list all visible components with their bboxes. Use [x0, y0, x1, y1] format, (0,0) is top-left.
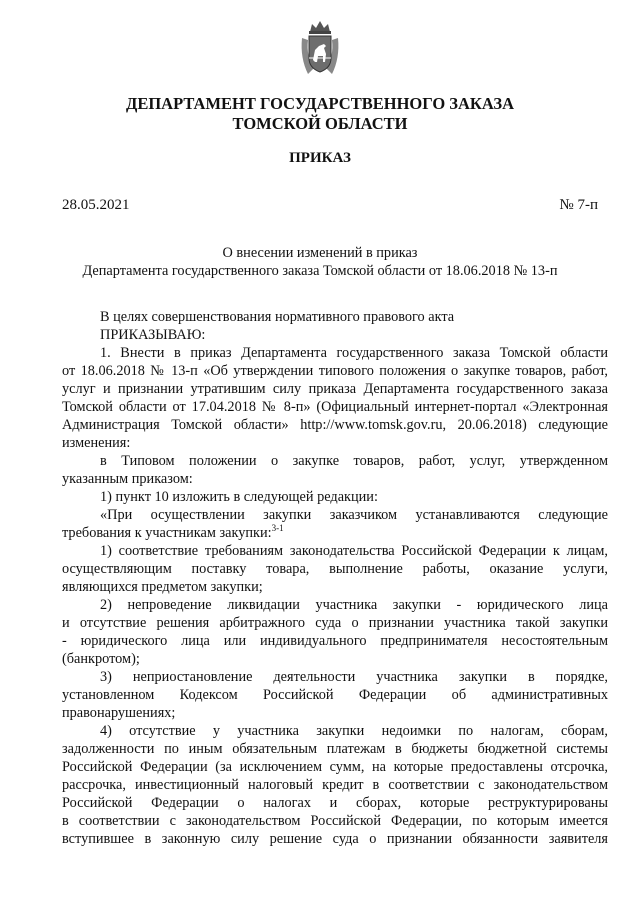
body-line: (банкротом); [62, 651, 140, 667]
body-line: изменения: [62, 435, 131, 451]
order-date: 28.05.2021 [62, 197, 130, 213]
document-type: ПРИКАЗ [289, 150, 351, 166]
department-title-line1: ДЕПАРТАМЕНТ ГОСУДАРСТВЕННОГО ЗАКАЗА [125, 94, 515, 113]
body-line: вступившее в законную силу решение суда о признании обязанности заявителя [62, 831, 608, 847]
footnote-marker: 3-1 [271, 523, 284, 534]
department-title-line2: ТОМСКОЙ ОБЛАСТИ [232, 114, 408, 133]
body-line: требования к участникам закупки:$^{3-1}$ [62, 523, 284, 541]
body-line: задолженности по иным обязательным платежам в бюджеты бюджетной системы [62, 741, 608, 757]
subject-line2: Департамента государственного заказа Томской области от 18.06.2018 № 13-п [82, 263, 558, 279]
body-line: 3) неприостановление деятельности участника закупки в порядке, [100, 669, 608, 685]
body-line: 1) пункт 10 изложить в следующей редакции: [100, 489, 378, 505]
order-number: № 7-п [559, 197, 598, 213]
body-line: Российской Федерации (за исключением сумм, на которые предоставлены отсрочка, [62, 759, 608, 775]
document-body [62, 308, 608, 848]
body-line: установленном Кодексом Российской Федерации об административных [62, 687, 608, 703]
body-line: указанным приказом: [62, 471, 193, 487]
body-line: осуществляющим поставку товара, выполнение работы, оказание услуги, [62, 561, 608, 577]
body-line: Российской Федерации о налогах и сборах, которые реструктурированы [62, 795, 608, 811]
body-line: 4) отсутствие у участника закупки недоимки по налогам, сборам, [100, 723, 608, 739]
body-line: от 18.06.2018 № 13-п «Об утверждении типового положения о закупке товаров, работ, [62, 363, 608, 379]
body-line: 1. Внести в приказ Департамента государственного заказа Томской области [100, 345, 608, 361]
body-line: 1) соответствие требованиям законодательства Российской Федерации к лицам, [100, 543, 608, 559]
body-line: ПРИКАЗЫВАЮ: [100, 327, 206, 343]
body-line: услуг и признании утратившим силу приказа Департамента государственного заказа [62, 381, 608, 397]
body-line: «При осуществлении закупки заказчиком устанавливаются следующие [100, 507, 608, 523]
body-line: в соответствии с законодательством Российской Федерации, по которым имеется [62, 813, 608, 829]
body-line: В целях совершенствования нормативного правового акта [100, 309, 455, 325]
body-line: рассрочка, инвестиционный налоговый кредит в соответствии с законодательством [62, 777, 608, 793]
body-line: правонарушениях; [62, 705, 176, 721]
body-line: - юридического лица или индивидуального предпринимателя несостоятельным [62, 633, 608, 649]
body-line: в Типовом положении о закупке товаров, работ, услуг, утвержденном [100, 453, 608, 469]
body-line: и отсутствие решения арбитражного суда о признании участника такой закупки [62, 615, 608, 631]
body-line: 2) непроведение ликвидации участника закупки - юридического лица [100, 597, 608, 613]
tomsk-coat-of-arms-icon [298, 18, 342, 78]
body-line: являющихся предметом закупки; [62, 579, 263, 595]
subject-line1: О внесении изменений в приказ [222, 245, 418, 261]
body-line: Томской области от 17.04.2018 № 8-п» (Официальный интернет-портал «Электронная [62, 399, 608, 415]
body-line: Администрация Томской области» http://www.tomsk.gov.ru, 20.06.2018) следующие [62, 417, 608, 433]
